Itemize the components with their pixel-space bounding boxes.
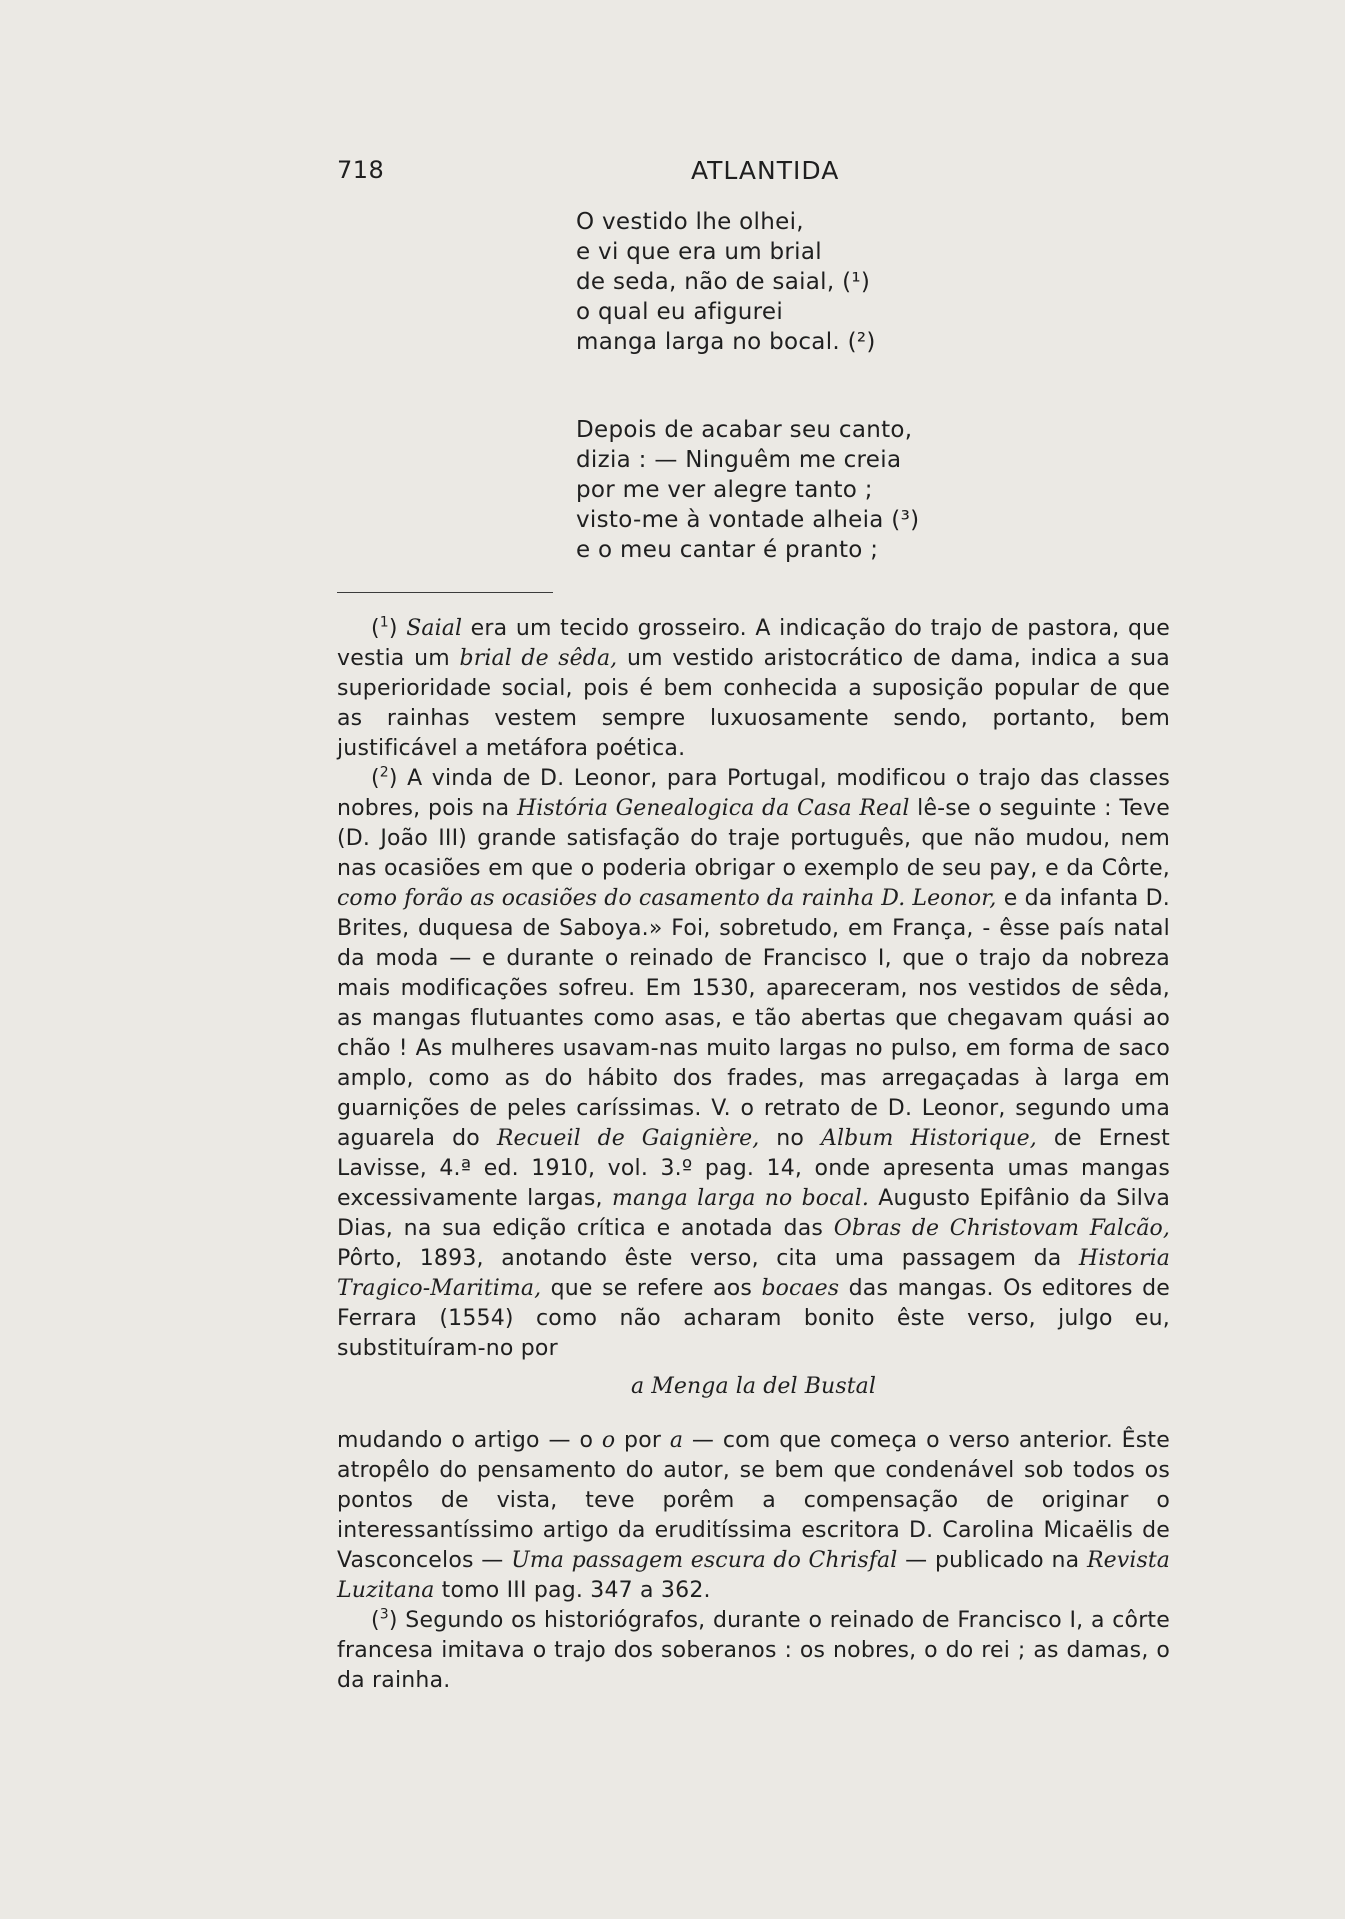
verse-line: visto-me à vontade alheia (³) bbox=[576, 507, 920, 533]
verse-line: o qual eu afigurei bbox=[576, 299, 784, 325]
footnotes-section bbox=[337, 614, 1170, 1696]
verse-line: por me ver alegre tanto ; bbox=[576, 477, 873, 503]
footnote-divider bbox=[337, 592, 553, 593]
page-number: 718 bbox=[337, 156, 385, 184]
footnote-term: História Genealogica da Casa Real bbox=[516, 796, 910, 821]
footnote-text: um vestido aristocrático de dama, indica a sua superioridade social, pois é bem conhecida a suposição popular de que as rainhas vestem sempre luxuosamente sendo, portanto, bem justificável a metáfora poética. bbox=[337, 646, 1170, 761]
footnote-2: ($^2$) A vinda de D. Leonor, para Portugal, modificou o trajo das classes nobres, pois na História Genealogica da Casa Real lê-se o seguinte : Teve (D. João III) grande satisfação do traje português, que não mudou, nem nas ocasiões em que o poderia obrigar o exemplo de seu pay, e da Côrte, como forão as ocasiões do casamento da rainha D. Leonor, e da infanta D. Brites, duquesa de Saboya.» Foi, sobretudo, em França, - êsse país natal da moda — e durante o reinado de Francisco I, que o trajo da nobreza mais modificações sofreu. Em 1530, apareceram, nos vestidos de sêda, as mangas flutuantes como asas, e tão abertas que chegavam quási ao chão ! As mulheres usavam-nas muito largas no pulso, em forma de saco amplo, como as do hábito dos frades, mas arregaçadas à larga em guarnições de peles caríssimas. V. o retrato de D. Leonor, segundo uma aguarela do Recueil de Gaignière, no Album Historique, de Ernest Lavisse, 4.ª ed. 1910, vol. 3.º pag. 14, onde apresenta umas mangas excessivamente largas, manga larga no bocal. Augusto Epifânio da Silva Dias, na sua edição crítica e anotada das Obras de Christovam Falcão, Pôrto, 1893, anotando êste verso, cita uma passagem da Historia Tragico-Maritima, que se refere aos bocaes das mangas. Os editores de Ferrara (1554) como não acharam bonito êste verso, julgo eu, substituíram-no por a Menga la del Bustal mudando o artigo — o o por a — com que começa o verso anterior. Êste atropêlo do pensamento do autor, se bem que condenável sob todos os pontos de vista, teve porêm a compensação de originar o interessantíssimo artigo da eruditíssima escritora D. Carolina Micaëlis de Vasconcelos — Uma passagem escura do Chrisfal — publicado na Revista Luzitana tomo III pag. 347 a 362. bbox=[337, 764, 1171, 1603]
footnote-text: por bbox=[615, 1428, 670, 1453]
footnote-text: — com que começa o verso anterior. Êste atropêlo do pensamento do autor, se bem que condenável sob todos os pontos de vista, teve porêm a compensação de originar o interessantíssimo artigo da eruditíssima escritora D. Carolina Micaëlis de Vasconcelos — bbox=[337, 1428, 1170, 1573]
footnote-text: — publicado na bbox=[897, 1548, 1087, 1573]
footnote-term: Historia Tragico-Maritima, bbox=[337, 1246, 1170, 1301]
footnote-3: ($^3$) Segundo os historiógrafos, durante o reinado de Francisco I, a côrte francesa imitava o trajo dos soberanos : os nobres, o do rei ; as damas, o da rainha. bbox=[337, 1606, 1170, 1693]
footnote-1: ($^1$) Saial era um tecido grosseiro. A indicação do trajo de pastora, que vestia um brial de sêda, um vestido aristocrático de dama, indica a sua superioridade social, pois é bem conhecida a suposição popular de que as rainhas vestem sempre luxuosamente sendo, portanto, bem justificável a metáfora poética. bbox=[337, 614, 1170, 761]
footnote-term: Revista Luzitana bbox=[337, 1548, 1170, 1603]
page-header bbox=[337, 156, 847, 196]
verse-line: e vi que era um brial bbox=[576, 239, 822, 265]
footnote-text: no bbox=[759, 1126, 821, 1151]
footnote-mark: 2 bbox=[379, 764, 389, 781]
footnote-term: o bbox=[601, 1428, 616, 1453]
footnote-term: como forão as ocasiões do casamento da rainha D. Leonor, bbox=[337, 886, 997, 911]
footnote-text: que se refere aos bbox=[541, 1276, 762, 1301]
verse-line: O vestido lhe olhei, bbox=[576, 209, 804, 235]
footnote-term: Recueil de Gaignière, bbox=[496, 1126, 760, 1151]
verse-line: de seda, não de saial, (¹) bbox=[576, 269, 871, 295]
footnote-term: a bbox=[669, 1428, 684, 1453]
verse-line: e o meu cantar é pranto ; bbox=[576, 537, 879, 563]
footnote-term: brial de sêda, bbox=[459, 646, 618, 671]
footnote-mark: 1 bbox=[379, 614, 389, 631]
footnote-text: de Ernest Lavisse, 4.ª ed. 1910, vol. 3.º pag. 14, onde apresenta umas mangas excessivamente largas, bbox=[337, 1126, 1170, 1211]
verse-stanza-2 bbox=[576, 415, 976, 565]
footnote-term: manga larga no bocal. bbox=[612, 1186, 869, 1211]
footnote-text: Augusto Epifânio da Silva Dias, na sua edição crítica e anotada das bbox=[337, 1186, 1170, 1241]
footnote-term: bocaes bbox=[761, 1276, 840, 1301]
footnote-term: Saial bbox=[406, 616, 463, 641]
footnote-text: e da infanta D. Brites, duquesa de Saboya.» Foi, sobretudo, em França, - êsse país natal da moda — e durante o reinado de Francisco I, que o trajo da nobreza mais modificações sofreu. Em 1530, apareceram, nos vestidos de sêda, as mangas flutuantes como asas, e tão abertas que chegavam quási ao chão ! As mulheres usavam-nas muito largas no pulso, em forma de saco amplo, como as do hábito dos frades, mas arregaçadas à larga em guarnições de peles caríssimas. V. o retrato de D. Leonor, segundo uma aguarela do bbox=[337, 886, 1171, 1151]
footnote-term: Uma passagem escura do Chrisfal bbox=[511, 1548, 898, 1573]
footnote-text: lê-se o seguinte : Teve (D. João III) grande satisfação do traje português, que não mudou, nem nas ocasiões em que o poderia obrigar o exemplo de seu pay, e da Côrte, bbox=[337, 796, 1170, 881]
footnote-text: mudando o artigo — o bbox=[337, 1428, 602, 1453]
footnote-text: tomo III pag. 347 a 362. bbox=[434, 1578, 711, 1603]
footnote-text: Segundo os historiógrafos, durante o reinado de Francisco I, a côrte francesa imitava o trajo dos soberanos : os nobres, o do rei ; as damas, o da rainha. bbox=[337, 1608, 1170, 1693]
footnote-term: Obras de Christovam Falcão, bbox=[833, 1216, 1170, 1241]
footnote-mark: 3 bbox=[379, 1606, 389, 1623]
verse-line: dizia : — Ninguêm me creia bbox=[576, 447, 902, 473]
verse-line: Depois de acabar seu canto, bbox=[576, 417, 913, 443]
footnote-text: das mangas. Os editores de Ferrara (1554) como não acharam bonito êste verso, julgo eu, substituíram-no por bbox=[337, 1276, 1170, 1361]
footnote-text: era um tecido grosseiro. A indicação do trajo de pastora, que vestia um bbox=[337, 616, 1170, 671]
footnote-text: A vinda de D. Leonor, para Portugal, modificou o trajo das classes nobres, pois na bbox=[337, 766, 1170, 821]
verse-stanza-1 bbox=[576, 207, 976, 357]
footnote-text: Pôrto, 1893, anotando êste verso, cita uma passagem da bbox=[337, 1246, 1079, 1271]
footnote-term: Album Historique, bbox=[820, 1126, 1037, 1151]
verse-line: manga larga no bocal. (²) bbox=[576, 329, 876, 355]
footnote-quote: a Menga la del Bustal bbox=[630, 1374, 876, 1399]
running-title: ATLANTIDA bbox=[691, 156, 840, 185]
